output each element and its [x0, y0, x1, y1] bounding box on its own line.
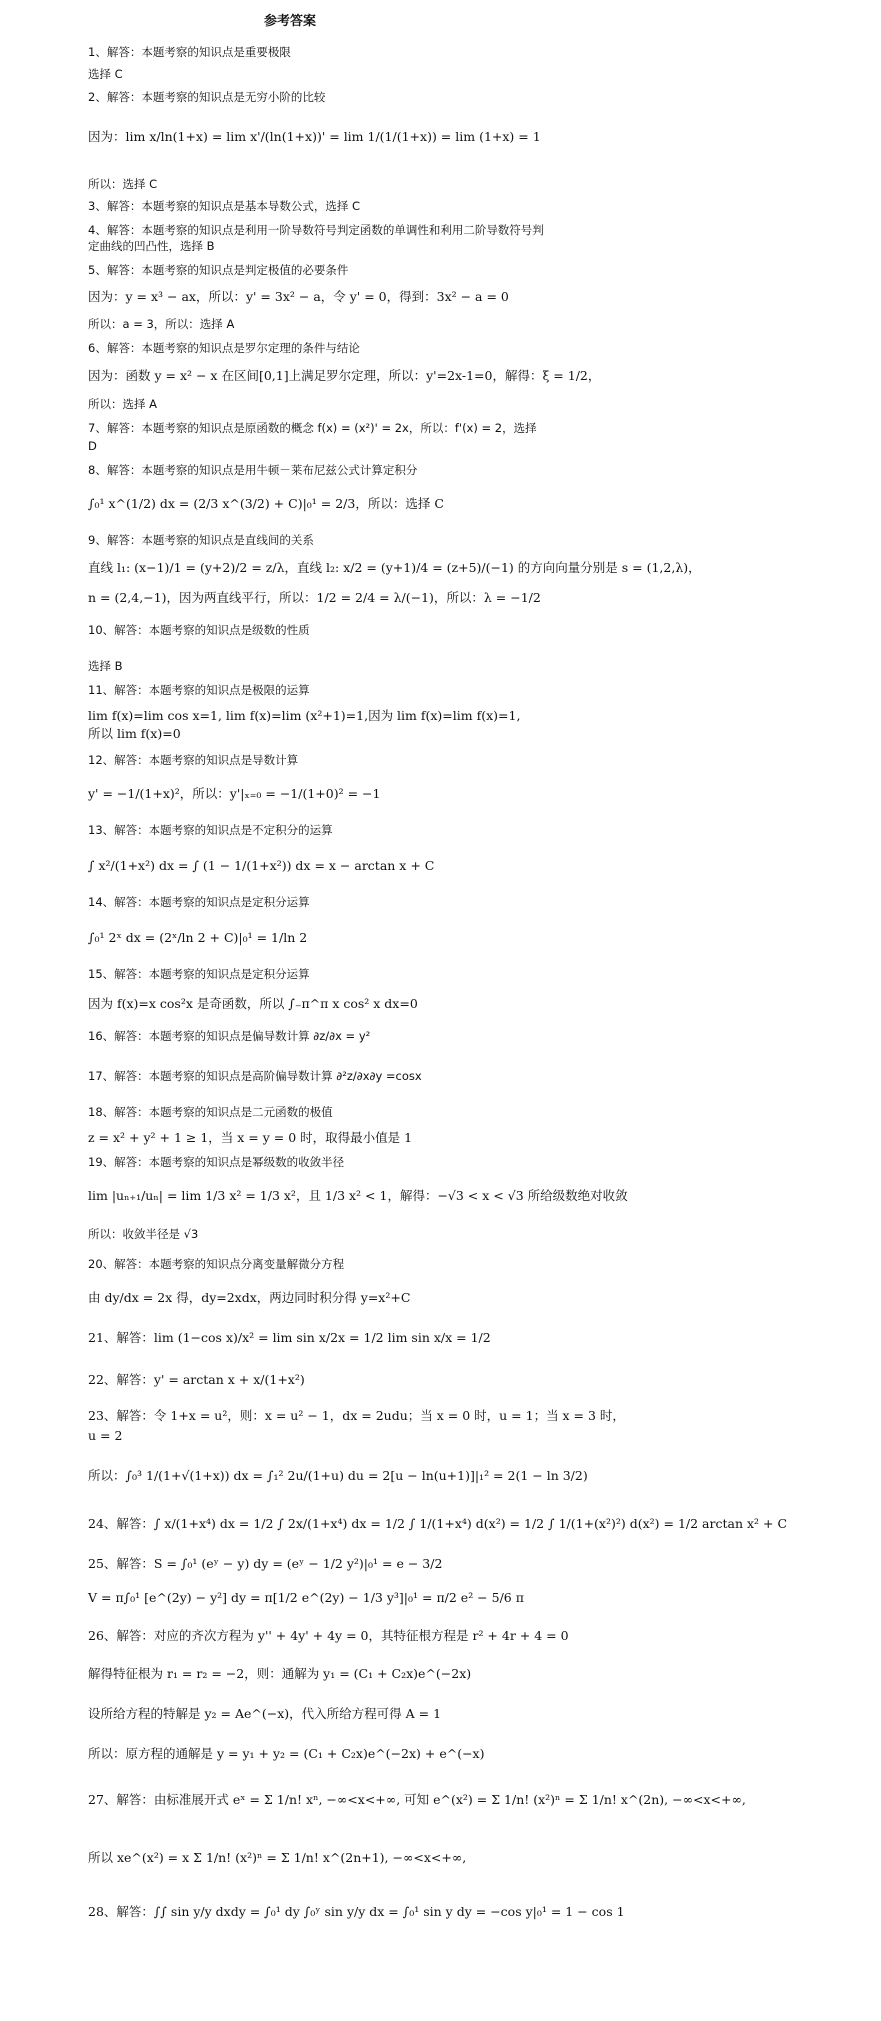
answer-line: 所以：a = 3，所以：选择 A	[88, 317, 235, 331]
answer-line: 5、解答：本题考察的知识点是判定极值的必要条件	[88, 263, 349, 277]
answer-line: 所以：选择 A	[88, 397, 158, 411]
answer-line: 22、解答：y' = arctan x + x/(1+x²)	[88, 1372, 305, 1387]
answer-line: 所以：原方程的通解是 y = y₁ + y₂ = (C₁ + C₂x)e^(−2x) + e^(−x)	[88, 1746, 485, 1761]
answer-line: 选择 C	[88, 67, 123, 81]
answer-line: 19、解答：本题考察的知识点是幂级数的收敛半径	[88, 1155, 345, 1169]
answer-line: z = x² + y² + 1 ≥ 1，当 x = y = 0 时，取得最小值是 1	[88, 1130, 413, 1145]
answer-line: 20、解答：本题考察的知识点分离变量解微分方程	[88, 1257, 345, 1271]
answer-line: 因为：函数 y = x² − x 在区间[0,1]上满足罗尔定理，所以：y'=2x-1=0，解得：ξ = 1/2，	[88, 368, 601, 383]
answer-line: 13、解答：本题考察的知识点是不定积分的运算	[88, 823, 333, 837]
answer-line: 6、解答：本题考察的知识点是罗尔定理的条件与结论	[88, 341, 360, 355]
answer-line: 12、解答：本题考察的知识点是导数计算	[88, 753, 299, 767]
answer-line: 28、解答：∫∫ sin y/y dxdy = ∫₀¹ dy ∫₀ʸ sin y/y dx = ∫₀¹ sin y dy = −cos y|₀¹ = 1 − cos 1	[88, 1904, 625, 1919]
answer-line: 4、解答：本题考察的知识点是利用一阶导数符号判定函数的单调性和利用二阶导数符号判	[88, 223, 544, 237]
answer-line: 11、解答：本题考察的知识点是极限的运算	[88, 683, 310, 697]
answer-line: 1、解答：本题考察的知识点是重要极限	[88, 45, 291, 59]
answer-line: 直线 l₁: (x−1)/1 = (y+2)/2 = z/λ，直线 l₂: x/2 = (y+1)/4 = (z+5)/(−1) 的方向向量分别是 s = (1,2,λ)，	[88, 560, 701, 575]
answer-line: 16、解答：本题考察的知识点是偏导数计算 ∂z/∂x = y²	[88, 1029, 371, 1043]
answer-line: ∫₀¹ x^(1/2) dx = (2/3 x^(3/2) + C)|₀¹ = 2/3，所以：选择 C	[88, 496, 444, 511]
answer-line: 由 dy/dx = 2x 得，dy=2xdx，两边同时积分得 y=x²+C	[88, 1290, 411, 1305]
page-title: 参考答案	[263, 14, 316, 29]
answer-line: 7、解答：本题考察的知识点是原函数的概念 f(x) = (x²)' = 2x，所以：f'(x) = 2，选择	[88, 421, 537, 435]
answer-line: 因为 f(x)=x cos²x 是奇函数，所以 ∫₋π^π x cos² x dx=0	[88, 996, 418, 1011]
answer-line: 18、解答：本题考察的知识点是二元函数的极值	[88, 1105, 333, 1119]
answer-line: y' = −1/(1+x)²，所以：y'|ₓ₌₀ = −1/(1+0)² = −1	[88, 786, 381, 801]
answer-line: lim |uₙ₊₁/uₙ| = lim 1/3 x² = 1/3 x²，且 1/3 x² < 1，解得：−√3 < x < √3 所给级数绝对收敛	[88, 1188, 628, 1203]
answer-line: 所以：∫₀³ 1/(1+√(1+x)) dx = ∫₁² 2u/(1+u) du = 2[u − ln(u+1)]|₁² = 2(1 − ln 3/2)	[88, 1468, 588, 1483]
answer-line: 26、解答：对应的齐次方程为 y'' + 4y' + 4y = 0，其特征根方程是 r² + 4r + 4 = 0	[88, 1628, 569, 1643]
answer-line: 10、解答：本题考察的知识点是级数的性质	[88, 623, 310, 637]
answer-line: 设所给方程的特解是 y₂ = Ae^(−x)，代入所给方程可得 A = 1	[88, 1706, 442, 1721]
answer-line: 所以 xe^(x²) = x Σ 1/n! (x²)ⁿ = Σ 1/n! x^(2n+1), −∞<x<+∞,	[88, 1850, 467, 1865]
answer-line: 8、解答：本题考察的知识点是用牛顿－莱布尼兹公式计算定积分	[88, 463, 418, 477]
answer-line: 3、解答：本题考察的知识点是基本导数公式，选择 C	[88, 199, 360, 213]
answer-line: 所以：收敛半径是 √3	[88, 1227, 199, 1241]
answer-line: lim f(x)=lim cos x=1, lim f(x)=lim (x²+1)=1,因为 lim f(x)=lim f(x)=1,	[88, 708, 521, 723]
answer-line: ∫ x²/(1+x²) dx = ∫ (1 − 1/(1+x²)) dx = x − arctan x + C	[88, 858, 435, 873]
answer-line: 解得特征根为 r₁ = r₂ = −2，则：通解为 y₁ = (C₁ + C₂x)e^(−2x)	[88, 1666, 472, 1681]
answer-line: 2、解答：本题考察的知识点是无穷小阶的比较	[88, 90, 326, 104]
answer-line: 因为：y = x³ − ax，所以：y' = 3x² − a，令 y' = 0，得到：3x² − a = 0	[88, 289, 509, 304]
answer-line: D	[88, 439, 97, 453]
answer-line: 24、解答：∫ x/(1+x⁴) dx = 1/2 ∫ 2x/(1+x⁴) dx = 1/2 ∫ 1/(1+x⁴) d(x²) = 1/2 ∫ 1/(1+(x²)²) d(x²) = 1/2 arctan x² + C	[88, 1516, 788, 1531]
answer-line: u = 2	[88, 1428, 123, 1443]
answer-line: 25、解答：S = ∫₀¹ (eʸ − y) dy = (eʸ − 1/2 y²)|₀¹ = e − 3/2	[88, 1556, 443, 1571]
answer-line: 15、解答：本题考察的知识点是定积分运算	[88, 967, 310, 981]
answer-line: V = π∫₀¹ [e^(2y) − y²] dy = π[1/2 e^(2y) − 1/3 y³]|₀¹ = π/2 e² − 5/6 π	[88, 1590, 524, 1605]
answer-line: 21、解答：lim (1−cos x)/x² = lim sin x/2x = 1/2 lim sin x/x = 1/2	[88, 1330, 491, 1345]
answer-line: n = (2,4,−1)，因为两直线平行，所以：1/2 = 2/4 = λ/(−1)，所以：λ = −1/2	[88, 590, 541, 605]
answer-line: 定曲线的凹凸性，选择 B	[88, 239, 215, 253]
answer-line: 27、解答：由标准展开式 eˣ = Σ 1/n! xⁿ, −∞<x<+∞, 可知 e^(x²) = Σ 1/n! (x²)ⁿ = Σ 1/n! x^(2n), −∞<x<+∞,	[88, 1792, 746, 1807]
answer-line: 所以：选择 C	[88, 177, 158, 191]
answer-line: ∫₀¹ 2ˣ dx = (2ˣ/ln 2 + C)|₀¹ = 1/ln 2	[88, 930, 308, 945]
answer-line: 9、解答：本题考察的知识点是直线间的关系	[88, 533, 314, 547]
answer-line: 因为：lim x/ln(1+x) = lim x'/(ln(1+x))' = lim 1/(1/(1+x)) = lim (1+x) = 1	[88, 129, 541, 144]
answer-line: 选择 B	[88, 659, 123, 673]
answer-line: 所以 lim f(x)=0	[88, 726, 181, 741]
answer-line: 17、解答：本题考察的知识点是高阶偏导数计算 ∂²z/∂x∂y =cosx	[88, 1069, 422, 1083]
answer-line: 14、解答：本题考察的知识点是定积分运算	[88, 895, 310, 909]
answer-line: 23、解答：令 1+x = u²，则：x = u² − 1，dx = 2udu；当 x = 0 时，u = 1；当 x = 3 时，	[88, 1408, 625, 1423]
